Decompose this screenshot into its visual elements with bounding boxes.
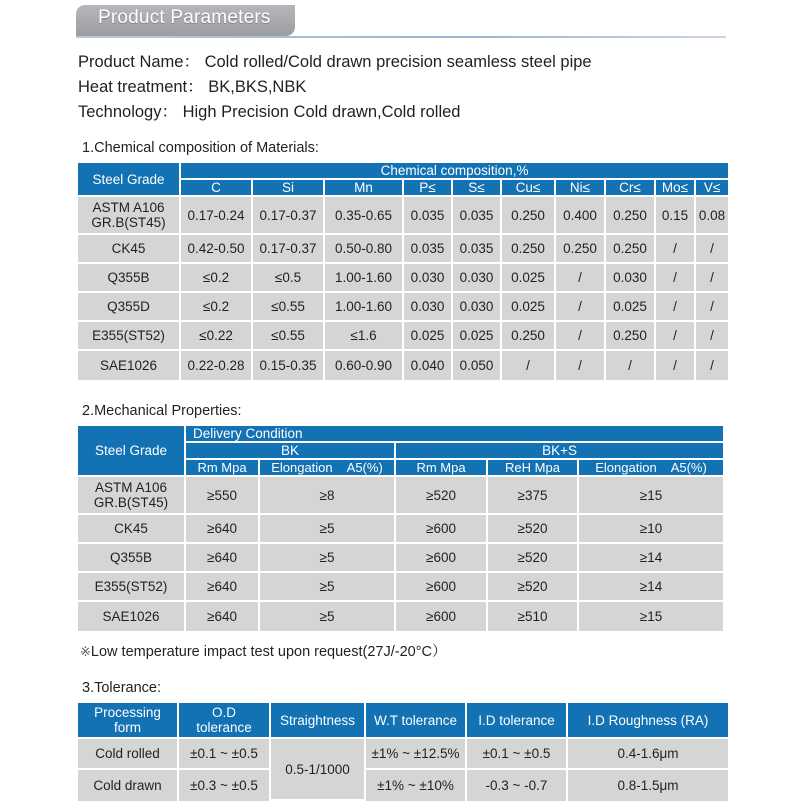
mech-cell-bks-rm: ≥600 bbox=[396, 573, 488, 602]
mech-bk-elongation-word: Elongation bbox=[271, 460, 333, 475]
chem-row-grade: Q355D bbox=[78, 293, 181, 322]
chem-cell: ≤0.22 bbox=[181, 322, 253, 351]
mech-cell-bks-rm: ≥600 bbox=[396, 515, 488, 544]
mech-cell-bks-elong: ≥14 bbox=[579, 573, 723, 602]
mech-row-grade: SAE1026 bbox=[78, 602, 186, 631]
product-name-line bbox=[78, 50, 806, 75]
tol-col-wt-tolerance: W.T tolerance bbox=[366, 703, 467, 739]
tol-col-straightness: Straightness bbox=[271, 703, 366, 739]
table-row bbox=[78, 544, 723, 573]
mech-cell-bks-reh: ≥520 bbox=[488, 573, 579, 602]
chem-grade-line1: ASTM A106 bbox=[92, 200, 165, 215]
technology-label: Technology bbox=[78, 103, 162, 121]
chem-cell: ≤0.55 bbox=[253, 293, 325, 322]
chem-cell: 0.35-0.65 bbox=[325, 197, 404, 235]
tol-row-form: Cold rolled bbox=[78, 739, 179, 770]
chem-cell: / bbox=[656, 322, 696, 351]
table-row bbox=[78, 573, 723, 602]
chem-cell: 0.025 bbox=[606, 293, 656, 322]
mech-cell-bks-rm: ≥600 bbox=[396, 544, 488, 573]
chem-cell: 0.15-0.35 bbox=[253, 351, 325, 380]
chem-row-grade: CK45 bbox=[78, 235, 181, 264]
chem-cell: 1.00-1.60 bbox=[325, 264, 404, 293]
chem-cell: 0.250 bbox=[502, 197, 556, 235]
mech-cell-bks-reh: ≥375 bbox=[488, 477, 579, 515]
mech-cell-bk-elong: ≥5 bbox=[260, 602, 396, 631]
chem-cell: 1.00-1.60 bbox=[325, 293, 404, 322]
tol-cell-id: -0.3 ~ -0.7 bbox=[467, 770, 568, 801]
heat-treatment-line bbox=[78, 75, 806, 100]
tol-cell-od: ±0.1 ~ ±0.5 bbox=[179, 739, 271, 770]
tol-col-processing-form bbox=[78, 703, 179, 739]
table-row bbox=[78, 197, 728, 235]
chem-cell: 0.22-0.28 bbox=[181, 351, 253, 380]
chem-col-v: V≤ bbox=[696, 180, 728, 197]
mech-bk-a5-word: A5(%) bbox=[346, 460, 383, 475]
chemical-composition-table bbox=[78, 163, 728, 380]
mech-cell-bks-rm: ≥520 bbox=[396, 477, 488, 515]
chem-cell: 0.035 bbox=[404, 235, 453, 264]
chem-cell: 0.17-0.37 bbox=[253, 235, 325, 264]
chem-row-grade: Q355B bbox=[78, 264, 181, 293]
reference-mark-icon: ※ bbox=[80, 644, 91, 659]
tolerance-table bbox=[78, 703, 728, 801]
mechanical-properties-caption: 2.Mechanical Properties: bbox=[82, 403, 242, 419]
chem-cell: 0.050 bbox=[453, 351, 502, 380]
mech-row-grade: E355(ST52) bbox=[78, 573, 186, 602]
chem-cell: ≤0.2 bbox=[181, 293, 253, 322]
mech-row-grade: Q355B bbox=[78, 544, 186, 573]
mech-grade-line1: ASTM A106 bbox=[94, 480, 168, 495]
chem-cell: 0.035 bbox=[453, 235, 502, 264]
chem-cell: / bbox=[656, 264, 696, 293]
chem-col-c: C bbox=[181, 180, 253, 197]
heat-treatment-label: Heat treatment bbox=[78, 78, 188, 96]
tol-cell-ra: 0.8-1.5μm bbox=[568, 770, 728, 801]
product-name-label: Product Name bbox=[78, 53, 184, 71]
chem-cell: / bbox=[556, 293, 606, 322]
table-header-row bbox=[78, 703, 728, 739]
chem-cell: 0.250 bbox=[606, 322, 656, 351]
chem-col-p: P≤ bbox=[404, 180, 453, 197]
mech-condition-bk: BK bbox=[186, 443, 396, 460]
tol-cell-id: ±0.1 ~ ±0.5 bbox=[467, 739, 568, 770]
mech-grade-header: Steel Grade bbox=[78, 426, 186, 477]
tol-cell-wt: ±1% ~ ±12.5% bbox=[366, 739, 467, 770]
chem-cell: ≤0.55 bbox=[253, 322, 325, 351]
chem-cell: / bbox=[656, 293, 696, 322]
chem-cell: 0.025 bbox=[502, 293, 556, 322]
chem-cell: / bbox=[556, 351, 606, 380]
table-row bbox=[78, 293, 728, 322]
mech-cell-bk-rm: ≥640 bbox=[186, 573, 260, 602]
technology-line bbox=[78, 100, 806, 125]
banner-divider bbox=[76, 36, 726, 38]
chem-cell: 0.15 bbox=[656, 197, 696, 235]
mech-cell-bks-elong: ≥10 bbox=[579, 515, 723, 544]
mech-cell-bk-elong: ≥5 bbox=[260, 515, 396, 544]
tol-processing-line2: form bbox=[114, 720, 141, 735]
technology-value: High Precision Cold drawn,Cold rolled bbox=[182, 103, 461, 121]
heat-treatment-separator: ： bbox=[187, 78, 204, 96]
chem-grade-header: Steel Grade bbox=[78, 163, 181, 197]
table-header-row bbox=[78, 426, 723, 443]
mech-cell-bks-reh: ≥520 bbox=[488, 544, 579, 573]
mech-bks-elongation-header bbox=[579, 460, 723, 477]
chem-cell: 0.50-0.80 bbox=[325, 235, 404, 264]
chem-cell: ≤1.6 bbox=[325, 322, 404, 351]
chem-cell: 0.400 bbox=[556, 197, 606, 235]
chem-cell: 0.60-0.90 bbox=[325, 351, 404, 380]
mech-bks-elongation-word: Elongation bbox=[595, 460, 657, 475]
mech-row-grade bbox=[78, 477, 186, 515]
mech-grade-line2: GR.B(ST45) bbox=[93, 495, 169, 510]
tol-col-id-tolerance: I.D tolerance bbox=[467, 703, 568, 739]
chem-cell: 0.025 bbox=[453, 322, 502, 351]
tol-col-id-roughness: I.D Roughness (RA) bbox=[568, 703, 728, 739]
mech-bks-reh-header: ReH Mpa bbox=[488, 460, 579, 477]
chem-cell: 0.42-0.50 bbox=[181, 235, 253, 264]
chem-cell: 0.17-0.24 bbox=[181, 197, 253, 235]
chem-cell: 0.025 bbox=[404, 322, 453, 351]
chem-cell: / bbox=[556, 264, 606, 293]
chem-cell: 0.030 bbox=[404, 264, 453, 293]
chem-cell: / bbox=[696, 264, 728, 293]
tol-cell-straightness: 0.5-1/1000 bbox=[271, 739, 366, 801]
chem-cell: 0.030 bbox=[404, 293, 453, 322]
mech-condition-bks: BK+S bbox=[396, 443, 723, 460]
mech-cell-bks-elong: ≥15 bbox=[579, 477, 723, 515]
mech-cell-bk-elong: ≥8 bbox=[260, 477, 396, 515]
chem-cell: / bbox=[656, 351, 696, 380]
table-row bbox=[78, 602, 723, 631]
table-row bbox=[78, 477, 723, 515]
chem-cell: 0.250 bbox=[556, 235, 606, 264]
tol-od-line1: O.D bbox=[211, 705, 236, 720]
heat-treatment-value: BK,BKS,NBK bbox=[208, 78, 307, 96]
chem-cell: 0.035 bbox=[453, 197, 502, 235]
mech-cell-bk-rm: ≥640 bbox=[186, 515, 260, 544]
impact-test-footnote-text: Low temperature impact test upon request(27J/-20°C） bbox=[90, 644, 447, 660]
chem-cell: ≤0.2 bbox=[181, 264, 253, 293]
chem-cell: 0.250 bbox=[502, 235, 556, 264]
mech-bk-elongation-header bbox=[260, 460, 396, 477]
chem-cell: / bbox=[696, 322, 728, 351]
chem-cell: 0.025 bbox=[502, 264, 556, 293]
mech-cell-bk-elong: ≥5 bbox=[260, 544, 396, 573]
table-row bbox=[78, 739, 728, 770]
product-name-value: Cold rolled/Cold drawn precision seamless steel pipe bbox=[204, 53, 592, 71]
chem-cell: / bbox=[656, 235, 696, 264]
tol-od-line2: tolerance bbox=[196, 720, 252, 735]
mech-cell-bk-elong: ≥5 bbox=[260, 573, 396, 602]
chem-cell: 0.08 bbox=[696, 197, 728, 235]
chem-col-cu: Cu≤ bbox=[502, 180, 556, 197]
mech-cell-bks-elong: ≥14 bbox=[579, 544, 723, 573]
chem-cell: 0.250 bbox=[606, 235, 656, 264]
mech-row-grade: CK45 bbox=[78, 515, 186, 544]
chemical-composition-caption: 1.Chemical composition of Materials: bbox=[82, 140, 319, 156]
chem-row-grade bbox=[78, 197, 181, 235]
product-name-separator: ： bbox=[183, 53, 200, 71]
chem-cell: / bbox=[606, 351, 656, 380]
mech-cell-bks-reh: ≥510 bbox=[488, 602, 579, 631]
mech-bks-a5-word: A5(%) bbox=[670, 460, 707, 475]
mech-group-header: Delivery Condition bbox=[186, 426, 723, 443]
chem-cell: 0.030 bbox=[606, 264, 656, 293]
chem-col-si: Si bbox=[253, 180, 325, 197]
mech-cell-bk-rm: ≥550 bbox=[186, 477, 260, 515]
table-row bbox=[78, 264, 728, 293]
chem-cell: / bbox=[502, 351, 556, 380]
product-info-block bbox=[78, 50, 806, 125]
table-row bbox=[78, 770, 728, 801]
tol-col-od-tolerance bbox=[179, 703, 271, 739]
table-row bbox=[78, 515, 723, 544]
chem-col-cr: Cr≤ bbox=[606, 180, 656, 197]
chem-cell: ≤0.5 bbox=[253, 264, 325, 293]
tol-processing-line1: Processing bbox=[94, 705, 161, 720]
chem-row-grade: SAE1026 bbox=[78, 351, 181, 380]
table-row bbox=[78, 235, 728, 264]
chem-grade-line2: GR.B(ST45) bbox=[91, 215, 166, 230]
chem-group-header: Chemical composition,% bbox=[181, 163, 728, 180]
table-header-row bbox=[78, 163, 728, 180]
chem-cell: 0.17-0.37 bbox=[253, 197, 325, 235]
mech-cell-bk-rm: ≥640 bbox=[186, 544, 260, 573]
tol-row-form: Cold drawn bbox=[78, 770, 179, 801]
mech-bks-rm-header: Rm Mpa bbox=[396, 460, 488, 477]
chem-cell: 0.250 bbox=[502, 322, 556, 351]
chem-cell: / bbox=[696, 351, 728, 380]
mech-cell-bks-reh: ≥520 bbox=[488, 515, 579, 544]
page-title: Product Parameters bbox=[98, 7, 271, 28]
chem-cell: 0.040 bbox=[404, 351, 453, 380]
table-row bbox=[78, 322, 728, 351]
mech-cell-bk-rm: ≥640 bbox=[186, 602, 260, 631]
tolerance-caption: 3.Tolerance: bbox=[82, 680, 161, 696]
mech-cell-bks-rm: ≥600 bbox=[396, 602, 488, 631]
chem-col-mo: Mo≤ bbox=[656, 180, 696, 197]
section-banner bbox=[76, 0, 806, 42]
chem-cell: 0.035 bbox=[404, 197, 453, 235]
tol-cell-od: ±0.3 ~ ±0.5 bbox=[179, 770, 271, 801]
chem-cell: 0.030 bbox=[453, 264, 502, 293]
chem-col-mn: Mn bbox=[325, 180, 404, 197]
tol-cell-wt: ±1% ~ ±10% bbox=[366, 770, 467, 801]
table-row bbox=[78, 351, 728, 380]
chem-cell: / bbox=[696, 235, 728, 264]
chem-cell: 0.030 bbox=[453, 293, 502, 322]
chem-cell: 0.250 bbox=[606, 197, 656, 235]
tol-cell-ra: 0.4-1.6μm bbox=[568, 739, 728, 770]
mech-bk-rm-header: Rm Mpa bbox=[186, 460, 260, 477]
impact-test-footnote bbox=[80, 640, 806, 661]
technology-separator: ： bbox=[161, 103, 178, 121]
mech-cell-bks-elong: ≥15 bbox=[579, 602, 723, 631]
chem-row-grade: E355(ST52) bbox=[78, 322, 181, 351]
chem-cell: / bbox=[696, 293, 728, 322]
chem-col-s: S≤ bbox=[453, 180, 502, 197]
mechanical-properties-table bbox=[78, 426, 723, 631]
chem-cell: / bbox=[556, 322, 606, 351]
chem-col-ni: Ni≤ bbox=[556, 180, 606, 197]
